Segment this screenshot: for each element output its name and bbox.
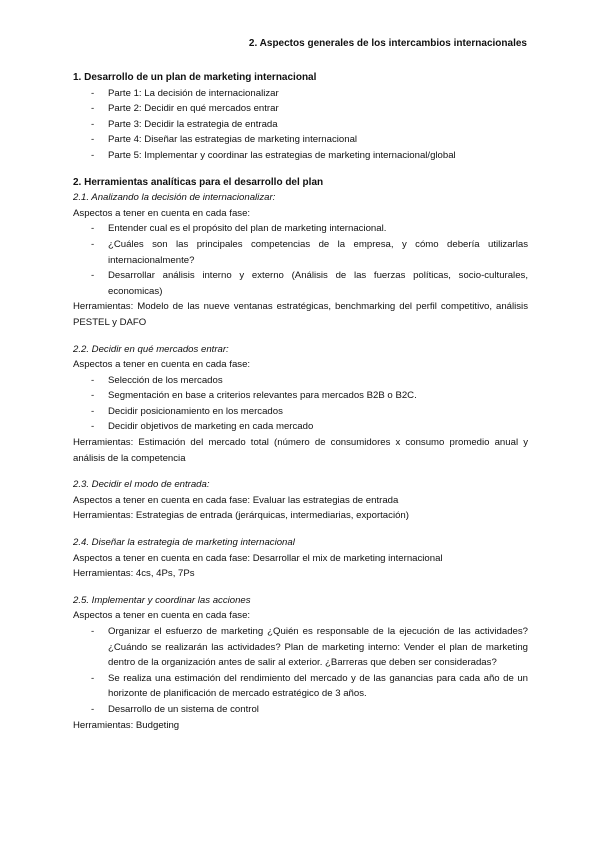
subsection-2-5-list <box>73 624 528 718</box>
list-item: - Decidir posicionamiento en los mercados <box>73 404 528 420</box>
aspects-paragraph: Aspectos a tener en cuenta en cada fase: Evaluar las estrategias de entrada <box>73 494 399 506</box>
subsection-2-5-heading: 2.5. Implementar y coordinar las acciones <box>73 594 251 606</box>
aspects-label: Aspectos a tener en cuenta en cada fase: <box>73 207 251 219</box>
tools-paragraph: Herramientas: 4cs, 4Ps, 7Ps <box>73 568 195 580</box>
list-item: - Segmentación en base a criterios relevantes para mercados B2B o B2C. <box>73 388 528 404</box>
subsection-2-3-heading: 2.3. Decidir el modo de entrada: <box>73 479 210 491</box>
list-item: - Desarrollo de un sistema de control <box>73 702 528 718</box>
list-item: - Selección de los mercados <box>73 373 528 389</box>
subsection-2-1-heading: 2.1. Analizando la decisión de internacionalizar: <box>73 192 276 204</box>
list-item: - Organizar el esfuerzo de marketing ¿Quién es responsable de la ejecución de las actividades?¿Cuándo se realizarán las actividades? Plan de marketing interno: Vender el plan de marketing dentro de la organización antes de salir al exterior. ¿Barreras que deben ser consideradas? <box>73 624 528 671</box>
list-item: - Parte 4: Diseñar las estrategias de marketing internacional <box>73 132 528 148</box>
aspects-label: Aspectos a tener en cuenta en cada fase: <box>73 610 251 622</box>
list-item: - Decidir objetivos de marketing en cada mercado <box>73 419 528 435</box>
section-1-list <box>73 86 528 164</box>
aspects-paragraph: Aspectos a tener en cuenta en cada fase: Desarrollar el mix de marketing internacional <box>73 552 443 564</box>
tools-paragraph: Herramientas: Budgeting <box>73 719 180 731</box>
list-item: - Parte 5: Implementar y coordinar las estrategias de marketing internacional/global <box>73 148 528 164</box>
subsection-2-1-list <box>73 221 528 299</box>
list-item: - ¿Cuáles son las principales competencias de la empresa, y cómo debería utilizarlas internacionalmente? <box>73 237 528 268</box>
section-1-heading: 1. Desarrollo de un plan de marketing internacional <box>73 72 317 83</box>
subsection-2-2-list <box>73 373 528 435</box>
list-item: - Se realiza una estimación del rendimiento del mercado y de las ganancias para cada año de un horizonte de planificación de mercado estratégico de 3 años. <box>73 671 528 702</box>
list-item: - Entender cual es el propósito del plan de marketing internacional. <box>73 221 528 237</box>
tools-paragraph: Herramientas: Modelo de las nueve ventanas estratégicas, benchmarking del perfil competitivo, análisis PESTEL y DAFO <box>73 301 528 328</box>
subsection-2-4-heading: 2.4. Diseñar la estrategia de marketing internacional <box>73 537 295 549</box>
running-header: 2. Aspectos generales de los intercambios internacionales <box>248 38 527 49</box>
tools-paragraph: Herramientas: Estimación del mercado total (número de consumidores x consumo promedio anual y análisis de la competencia <box>73 437 528 464</box>
list-item: - Parte 1: La decisión de internacionalizar <box>73 86 528 102</box>
section-2-heading: 2. Herramientas analíticas para el desarrollo del plan <box>73 176 324 188</box>
tools-paragraph: Herramientas: Estrategias de entrada (jerárquicas, intermediarias, exportación) <box>73 510 409 522</box>
list-item: - Parte 2: Decidir en qué mercados entrar <box>73 101 528 117</box>
list-item: - Parte 3: Decidir la estrategia de entrada <box>73 117 528 133</box>
document-body <box>73 70 528 733</box>
aspects-label: Aspectos a tener en cuenta en cada fase: <box>73 359 251 371</box>
subsection-2-2-heading: 2.2. Decidir en qué mercados entrar: <box>73 343 229 355</box>
list-item: - Desarrollar análisis interno y externo (Análisis de las fuerzas políticas, socio-culturales, economicas) <box>73 268 528 299</box>
